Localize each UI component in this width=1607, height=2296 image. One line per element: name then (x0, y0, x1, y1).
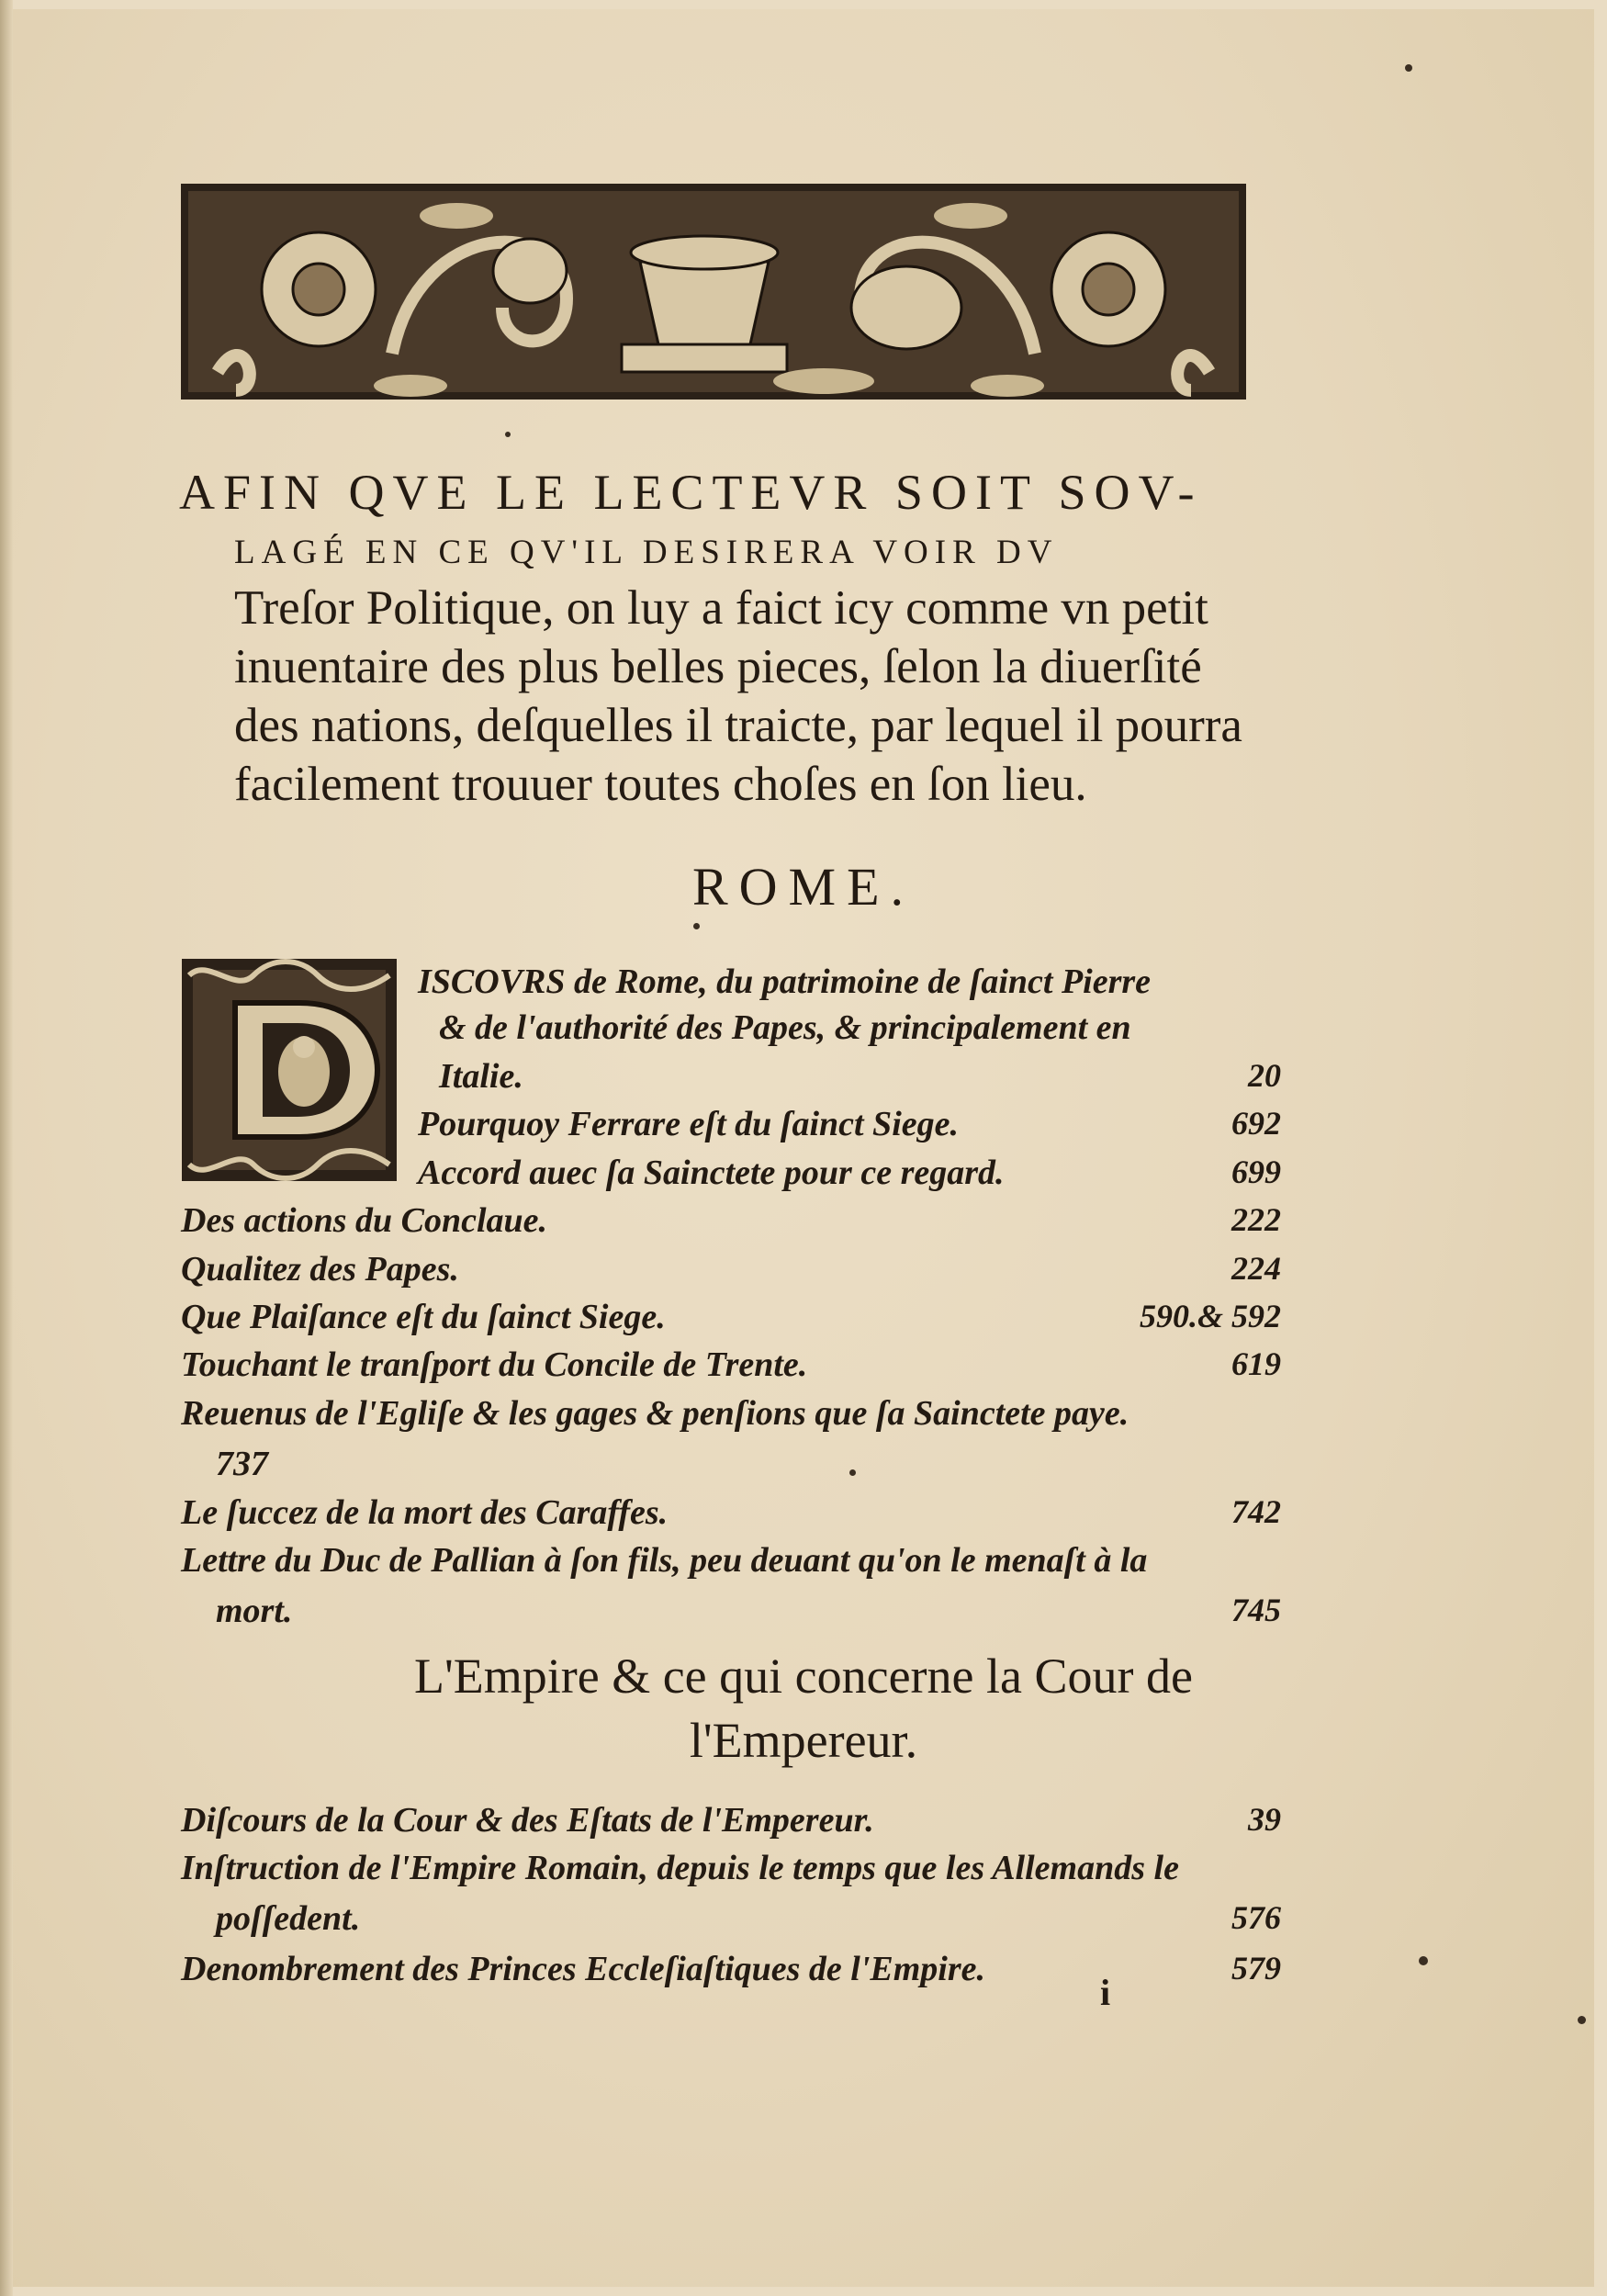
page-number: 39 (1248, 1801, 1281, 1838)
page-number: 222 (1231, 1201, 1281, 1238)
paper-speck (693, 923, 700, 929)
intro-line: facilement trouuer toutes choſes en ſon lieu. (234, 758, 1087, 811)
rome-entry: Pourquoy Ferrare eſt du ſainct Siege. (418, 1105, 959, 1143)
page-number: 692 (1231, 1105, 1281, 1142)
intro-line: Treſor Politique, on luy a faict icy comme vn petit (234, 581, 1208, 635)
intro-line: des nations, deſquelles il traicte, par lequel il pourra (234, 699, 1242, 752)
paper-speck (505, 432, 511, 437)
rome-entry: & de l'authorité des Papes, & principalement en (439, 1008, 1131, 1047)
rome-entry: Accord auec ſa Sainctete pour ce regard. (418, 1154, 1005, 1192)
rome-entry: 737 (216, 1445, 268, 1483)
ornamental-headpiece (181, 161, 1246, 422)
signature-mark: i (1100, 1972, 1111, 2013)
page-number: 619 (1231, 1345, 1281, 1382)
page-number: 20 (1248, 1057, 1281, 1094)
page-number: 745 (1231, 1592, 1281, 1628)
rome-entry: Touchant le tranſport du Concile de Trente. (181, 1345, 808, 1384)
rome-entry: Le ſuccez de la mort des Caraffes. (181, 1493, 669, 1532)
decorated-initial-d (180, 957, 399, 1183)
page-number: 742 (1231, 1493, 1281, 1530)
empire-heading-line: l'Empereur. (689, 1713, 918, 1768)
intro-line: inuentaire des plus belles pieces, ſelon la diuerſité (234, 640, 1202, 693)
empire-entry: poſſedent. (216, 1899, 361, 1938)
empire-entry: Diſcours de la Cour & des Eſtats de l'Empereur. (181, 1801, 874, 1840)
rome-entry: Des actions du Conclaue. (181, 1201, 548, 1240)
empire-heading-line: L'Empire & ce qui concerne la Cour de (414, 1649, 1193, 1704)
page-number: 699 (1231, 1154, 1281, 1190)
rome-entry: Lettre du Duc de Pallian à ſon fils, peu deuant qu'on le menaſt à la (181, 1541, 1148, 1580)
paper-speck (1405, 64, 1412, 72)
paper-speck (1578, 2016, 1586, 2024)
binding-edge (0, 0, 13, 2296)
empire-entry: Denombrement des Princes Eccleſiaſtiques de l'Empire. (181, 1950, 986, 1988)
rome-entry: ISCOVRS de Rome, du patrimoine de ſainct Pierre (418, 962, 1152, 1001)
rome-entry: Que Plaiſance eſt du ſainct Siege. (181, 1298, 666, 1336)
rome-entry: mort. (216, 1592, 293, 1630)
rome-entry: Qualitez des Papes. (181, 1250, 459, 1289)
page-number: 579 (1231, 1950, 1281, 1986)
section-heading-empire (0, 1644, 1607, 1773)
paper-speck (1419, 1956, 1428, 1965)
empire-entry: Inſtruction de l'Empire Romain, depuis le temps que les Allemands le (181, 1849, 1179, 1887)
page-number: 576 (1231, 1899, 1281, 1936)
page-number: 224 (1231, 1250, 1281, 1287)
intro-paragraph (234, 579, 1299, 814)
rome-entry: Reuenus de l'Egliſe & les gages & penſions que ſa Sainctete paye. (181, 1394, 1129, 1433)
title-line-2: LAGÉ EN CE QV'IL DESIRERA VOIR DV (234, 534, 1059, 571)
paper-speck (849, 1469, 856, 1476)
rome-entry: Italie. (439, 1057, 523, 1096)
section-heading-rome: ROME. (691, 857, 916, 917)
title-line-1: AFIN QVE LE LECTEVR SOIT SOV- (179, 465, 1203, 520)
page-number: 590.& 592 (1139, 1298, 1281, 1334)
